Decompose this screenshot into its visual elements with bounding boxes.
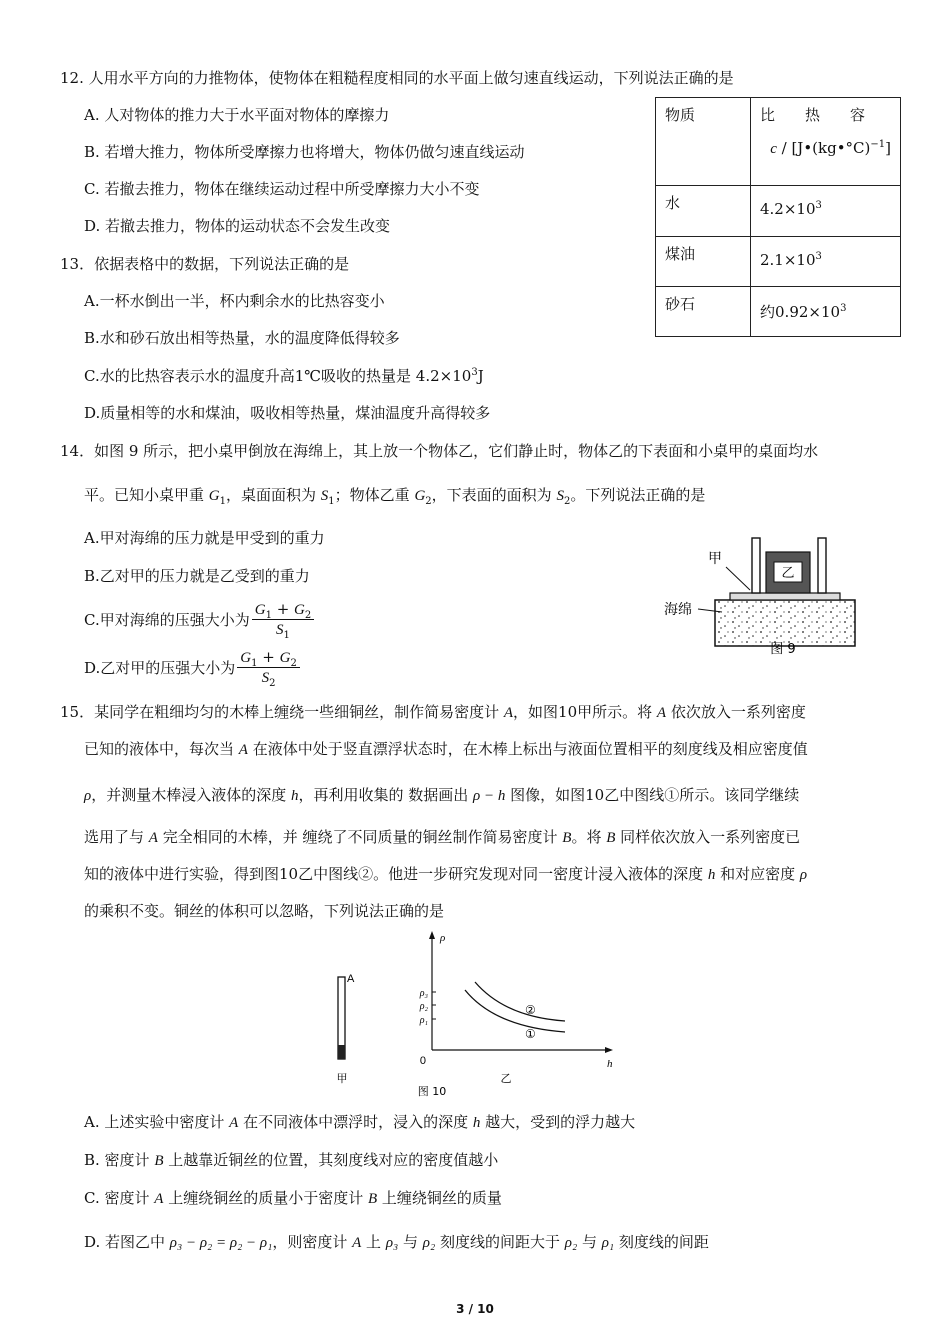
table-top [730, 593, 840, 600]
q15-stem-line4: 选用了与 A 完全相同的木棒，并 缠绕了不同质量的铜丝制作简易密度计 B。将 B 同样依次放入一系列密度已 [84, 828, 801, 846]
table-header-substance: 物质 [656, 98, 751, 186]
q12-option-b: B. 若增大推力，物体所受摩擦力也将增大，物体仍做匀速直线运动 [84, 143, 525, 161]
q14-option-a: A.甲对海绵的压力就是甲受到的重力 [84, 529, 325, 547]
pointer-jia [726, 567, 750, 590]
q14-option-c: C.甲对海绵的压强大小为 $\frac{G_1 + G_2}{S_1}$ [84, 600, 314, 639]
q15-stem-line3: ρ，并测量木棒浸入液体的深度 h，再利用收集的 数据画出 ρ − h 图像，如图10乙中图线①所示。该同学继续 [84, 786, 800, 804]
q12-stem: 12. 人用水平方向的力推物体，使物体在粗糙程度相同的水平面上做匀速直线运动，下列说法正确的是 [60, 69, 734, 87]
q14-stem-line1: 14．如图 9 所示，把小桌甲倒放在海绵上，其上放一个物体乙，它们静止时，物体乙的下表面和小桌甲的桌面均水 [60, 442, 819, 460]
q12-option-d: D. 若撤去推力，物体的运动状态不会发生改变 [84, 217, 391, 235]
q12-option-c: C. 若撤去推力，物体在继续运动过程中所受摩擦力大小不变 [84, 180, 480, 198]
tick-rho2: ρ₂ [419, 1001, 428, 1012]
q15-stem-line5: 知的液体中进行实验，得到图10乙中图线②。他进一步研究发现对同一密度计浸入液体的深度 h 和对应密度 ρ [84, 865, 808, 883]
q14-stem-line2: 平。已知小桌甲重 $G_1$，桌面面积为 $S_1$；物体乙重 $G_2$，下表面的面积为 $S_2$。下列说法正确的是 [84, 486, 706, 507]
label-yi: 乙 [781, 566, 795, 581]
q15-stem-line6: 的乘积不变。铜丝的体积可以忽略，下列说法正确的是 [84, 902, 445, 920]
y-axis-arrow [429, 931, 435, 939]
figure-10 [320, 925, 620, 1103]
sponge-block [715, 600, 855, 646]
label-jia: 甲 [708, 551, 722, 567]
curve-2-label: ② [525, 1003, 536, 1017]
q12-option-a: A. 人对物体的推力大于水平面对物体的摩擦力 [84, 106, 390, 124]
x-axis-arrow [605, 1047, 613, 1053]
figure-9-caption: 图 9 [770, 642, 796, 657]
tick-rho1: ρ₁ [419, 1015, 428, 1026]
q13-option-b: B.水和砂石放出相等热量，水的温度降低得较多 [84, 329, 400, 347]
table-leg-left [752, 538, 760, 593]
axis-label-rho: ρ [440, 932, 446, 944]
q13-option-c: C.水的比热容表示水的温度升高1℃吸收的热量是 $4.2\times 10^3J$ [84, 367, 484, 385]
curve-1-label: ① [525, 1027, 536, 1041]
page-number: 3 / 10 [456, 1302, 494, 1316]
label-sponge: 海绵 [664, 602, 692, 618]
q14-option-b: B.乙对甲的压力就是乙受到的重力 [84, 567, 310, 585]
q13-option-d: D.质量相等的水和煤油，吸收相等热量，煤油温度升高得较多 [84, 404, 491, 422]
figure-9 [660, 530, 870, 660]
specific-heat-table [655, 97, 901, 337]
copper-wire [338, 1045, 345, 1059]
tick-rho3: ρ₃ [419, 988, 428, 999]
q15-stem-line1: 15．某同学在粗细均匀的木棒上缠绕一些细铜丝，制作简易密度计 A，如图10甲所示。将 A 依次放入一系列密度 [60, 703, 806, 721]
q13-option-a: A.一杯水倒出一半，杯内剩余水的比热容变小 [84, 292, 385, 310]
q13-stem: 13．依据表格中的数据，下列说法正确的是 [60, 255, 350, 273]
table-row: 水 $4.2\times 10^3$ [656, 186, 901, 237]
q15-option-c: C. 密度计 A 上缠绕铜丝的质量小于密度计 B 上缠绕铜丝的质量 [84, 1189, 502, 1207]
table-row: 砂石 约$0.92\times 10^3$ [656, 287, 901, 337]
table-header-specific-heat: 比 热 容 c / [J•(kg•°C)$^{-1}$] [751, 98, 901, 186]
label-yi-fig10: 乙 [500, 1072, 512, 1085]
table-row: 煤油 $2.1\times 10^3$ [656, 237, 901, 287]
q15-option-b: B. 密度计 B 上越靠近铜丝的位置，其刻度线对应的密度值越小 [84, 1151, 499, 1169]
q14-option-d: D.乙对甲的压强大小为 $\frac{G_1 + G_2}{S_2}$ [84, 648, 300, 687]
table-leg-right [818, 538, 826, 593]
figure-10-caption: 图 10 [417, 1085, 447, 1098]
q15-stem-line2: 已知的液体中，每次当 A 在液体中处于竖直漂浮状态时，在木棒上标出与液面位置相平的刻度线及相应密度值 [84, 740, 808, 758]
label-jia-fig10: 甲 [336, 1072, 348, 1085]
axis-label-h: h [607, 1058, 613, 1070]
origin-label: 0 [419, 1055, 426, 1067]
label-a: A [347, 973, 355, 985]
curve-2 [475, 982, 565, 1021]
q15-option-a: A. 上述实验中密度计 A 在不同液体中漂浮时，浸入的深度 h 越大，受到的浮力越大 [84, 1113, 636, 1131]
q15-option-d: D. 若图乙中 ρ₃ − ρ₂ = ρ₂ − ρ₁，则密度计 A 上 ρ₃ 与 ρ₂ 刻度线的间距大于 ρ₂ 与 ρ₁ 刻度线的间距 [84, 1233, 709, 1251]
